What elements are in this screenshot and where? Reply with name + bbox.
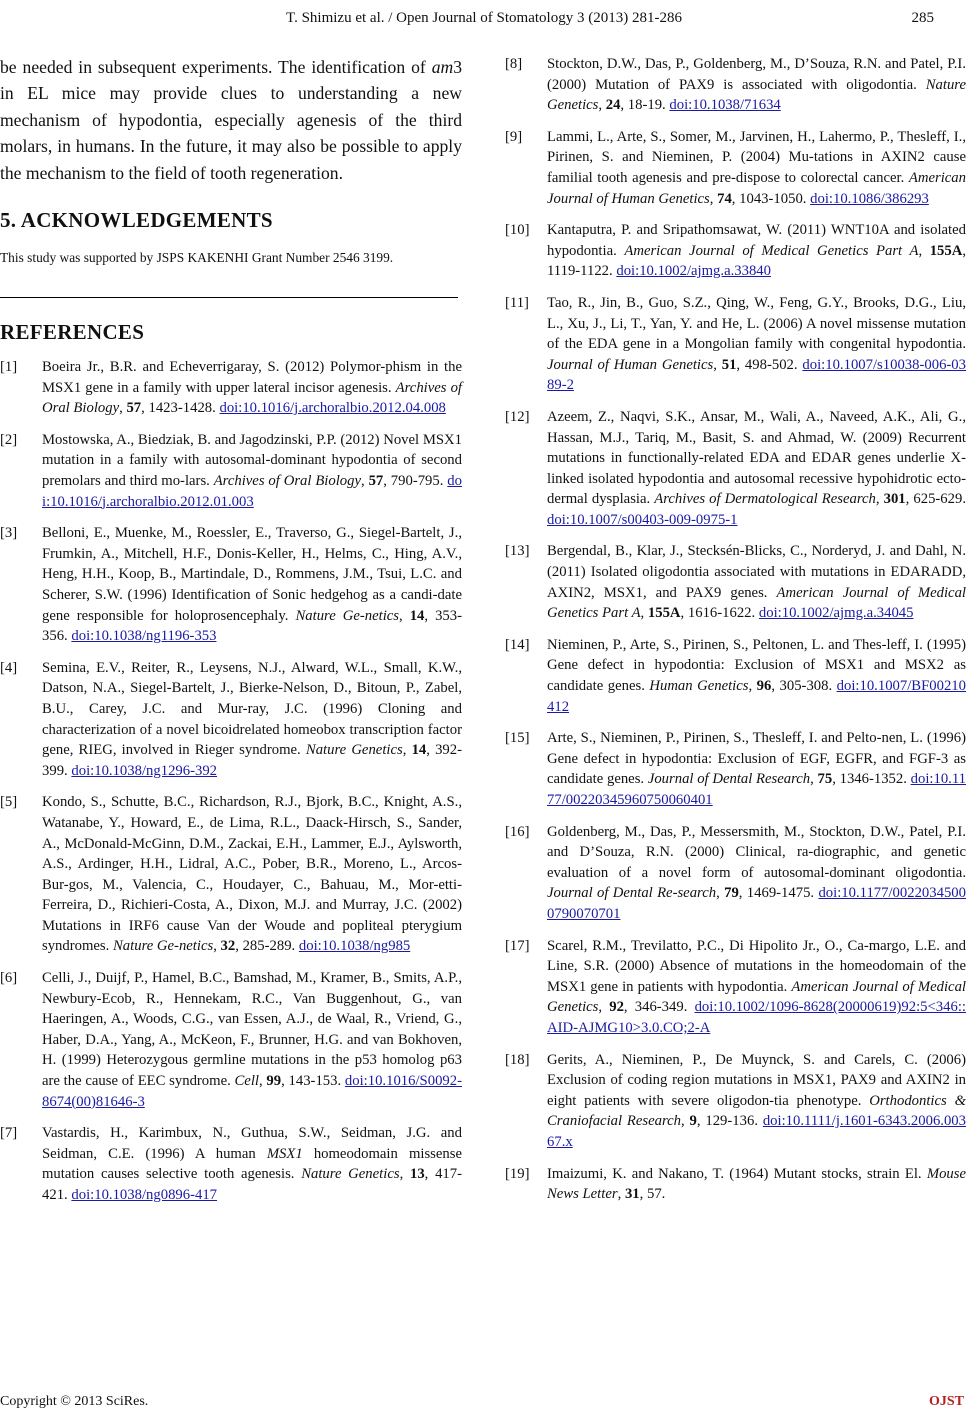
reference-authors-title: Belloni, E., Muenke, M., Roessler, E., Traverso, G., Siegel-Bartelt, J., Frumkin, A., Mitchell, H.F., Donis-Keller, H., Helms, C., Hing, A.V., Heng, H.H., Koop, B., Martindale, D., Rommens, J.M., Tsui, L.C. and Scherer, S.W. (1996) Identification of Sonic hedgehog as a candi-date gene responsible for holoprosencephaly. bbox=[42, 525, 462, 624]
reference-authors-title: Imaizumi, K. and Nakano, T. (1964) Mutant stocks, strain El. bbox=[547, 1165, 927, 1182]
reference-number: [3] bbox=[0, 525, 18, 542]
reference-number: [1] bbox=[0, 359, 18, 376]
reference-doi-link[interactable]: doi:10.1007/s10038-006-0389-2 bbox=[547, 356, 966, 394]
reference-number: [13] bbox=[505, 543, 530, 560]
reference-volume: 301 bbox=[883, 491, 906, 508]
reference-authors-title: Goldenberg, M., Das, P., Messersmith, M., Stockton, D.W., Patel, P.I. and D’Souza, R.N. (2000) Clinical, ra-diographic, and genetic evaluation of a novel form of autosomal-dominant oligodontia. bbox=[547, 823, 966, 881]
reference-authors-title: Azeem, Z., Naqvi, S.K., Ansar, M., Wali, A., Naveed, A.K., Ali, G., Hassan, M.J., Tariq, M., Basit, S. and Ahmad, W. (2009) Recurrent mutations in functionally-related EDA and EDAR genes underlie X-linked isolated hypodontia and autosomal recessive hypohidrotic ecto-dermal dysplasia. bbox=[547, 408, 966, 508]
running-head: T. Shimizu et al. / Open Journal of Stomatology 3 (2013) 281-286 bbox=[286, 10, 682, 26]
reference-item: [7] Vastardis, H., Karimbux, N., Guthua, S.W., Seidman, J.G. and Seidman, C.E. (1996) A human MSX1 homeodomain missense mutation causes selective tooth agenesis. Nature Genetics, 13, 417-421. doi:10.1038/ng0896-417 bbox=[0, 1125, 462, 1203]
reference-item: [16] Goldenberg, M., Das, P., Messersmith, M., Stockton, D.W., Patel, P.I. and D’Souza, R.N. (2000) Clinical, ra-diographic, and genetic evaluation of a novel form of autosomal-dominant oligodontia. Journal of Dental Re-search, 79, 1469-1475. doi:10.1177/00220345000790070701 bbox=[505, 823, 966, 922]
reference-number: [14] bbox=[505, 636, 530, 653]
reference-number: [2] bbox=[0, 431, 18, 448]
reference-pages: , 285-289. bbox=[235, 938, 299, 955]
reference-number: [5] bbox=[0, 794, 18, 811]
reference-volume: 57 bbox=[126, 400, 142, 417]
right-column bbox=[505, 54, 966, 1216]
reference-number: [16] bbox=[505, 823, 530, 840]
reference-item: [3] Belloni, E., Muenke, M., Roessler, E., Traverso, G., Siegel-Bartelt, J., Frumkin, A., Mitchell, H.F., Donis-Keller, H., Helms, C., Hing, A.V., Heng, H.H., Koop, B., Martindale, D., Rommens, J.M., Tsui, L.C. and Scherer, S.W. (1996) Identification of Sonic hedgehog as a candi-date gene responsible for holoprosencephaly. Nature Ge-netics, 14, 353-356. doi:10.1038/ng1196-353 bbox=[0, 525, 462, 645]
reference-item: [15] Arte, S., Nieminen, P., Pirinen, S., Thesleff, I. and Pelto-nen, L. (1996) Gene defect in hypodontia: Exclusion of EGF, EGFR, and FGF-3 as candidate genes. Journal of Dental Research, 75, 1346-1352. doi:10.1177/00220345960750060401 bbox=[505, 730, 966, 808]
reference-authors-title: Celli, J., Duijf, P., Hamel, B.C., Bamshad, M., Kramer, B., Smits, A.P., Newbury-Ecob, R., Hennekam, R.C., Van Buggenhout, G., van Haeringen, A., Woods, C.G., van Essen, A.J., de Waal, R., Vriend, G., Haber, D.A., Yang, A., McKeon, F., Brunner, H.G. and van Bokhoven, H. (1999) Heterozygous germline mutations in the p53 homolog p63 are the cause of EEC syndrome. bbox=[42, 970, 462, 1090]
reference-item: [4] Semina, E.V., Reiter, R., Leysens, N.J., Alward, W.L., Small, K.W., Datson, N.A., Siegel-Bartelt, J., Bierke-Nelson, D., Bitoun, P., Zabel, B.U., Carey, J.C. and Mur-ray, J.C. (1996) Cloning and characterization of a novel bicoidrelated homeobox transcription factor gene, RIEG, involved in Rieger syndrome. Nature Genetics, 14, 392-399. doi:10.1038/ng1296-392 bbox=[0, 659, 463, 779]
reference-journal: Journal of Human Genetics bbox=[547, 356, 714, 373]
reference-number: [11] bbox=[505, 294, 529, 311]
reference-pages: , 346-349. bbox=[623, 999, 695, 1016]
reference-number: [10] bbox=[505, 222, 530, 239]
reference-pages: , 1469-1475. bbox=[738, 885, 819, 902]
reference-number: [4] bbox=[0, 659, 18, 676]
reference-doi-link[interactable]: doi:10.1038/ng985 bbox=[298, 938, 411, 955]
reference-pages: , 417-421. bbox=[42, 1166, 462, 1203]
reference-volume: 79 bbox=[724, 885, 739, 902]
reference-item: [8] Stockton, D.W., Das, P., Goldenberg, M., D’Souza, R.N. and Patel, P.I. (2000) Mutation of PAX9 is associated with oligodontia. Nature Genetics, 24, 18-19. doi:10.1038/71634 bbox=[505, 56, 966, 114]
reference-pages: , 790-795. bbox=[383, 473, 448, 489]
page-footer bbox=[0, 1394, 968, 1414]
reference-authors-title: Arte, S., Nieminen, P., Pirinen, S., Thesleff, I. and Pelto-nen, L. (1996) Gene defect in hypodontia: Exclusion of EGF, EGFR, and FGF-3 as candidate genes. bbox=[547, 730, 966, 788]
reference-journal: Nature Ge-netics bbox=[113, 938, 214, 955]
reference-number: [17] bbox=[505, 937, 530, 954]
reference-pages: , 353-356. bbox=[42, 607, 462, 645]
reference-pages: , 498-502. bbox=[736, 356, 803, 373]
reference-doi-link[interactable]: doi:10.1007/BF00210412 bbox=[547, 678, 966, 715]
reference-number: [6] bbox=[0, 970, 18, 987]
reference-volume: 9 bbox=[689, 1113, 697, 1130]
reference-doi-link[interactable]: doi:10.1016/j.archoralbio.2012.04.008 bbox=[219, 400, 446, 417]
reference-doi-link[interactable]: doi:10.1002/ajmg.a.34045 bbox=[758, 605, 914, 622]
reference-authors-title: Bergendal, B., Klar, J., Stecksén-Blicks, C., Norderyd, J. and Dahl, N. (2011) Isolated oligodontia associated with mutations in EDARADD, AXIN2, MSX1, and PAX9 genes. bbox=[547, 543, 966, 601]
reference-number: [19] bbox=[505, 1165, 530, 1182]
reference-number: [18] bbox=[505, 1051, 530, 1068]
reference-volume: 155A bbox=[929, 242, 963, 259]
reference-pages: , 1616-1622. bbox=[680, 605, 759, 622]
reference-journal: Nature Ge-netics bbox=[295, 607, 400, 624]
intro-text-pre: be needed in subsequent experiments. The identification of bbox=[0, 57, 432, 77]
reference-number: [9] bbox=[505, 128, 523, 145]
reference-pages: , 625-629. bbox=[905, 491, 967, 508]
reference-doi-link[interactable]: doi:10.1111/j.1601-6343.2006.00367.x bbox=[547, 1113, 966, 1150]
acknowledgements-heading: 5. ACKNOWLEDGEMENTS bbox=[0, 208, 273, 233]
reference-item: [11] Tao, R., Jin, B., Guo, S.Z., Qing, W., Feng, G.Y., Brooks, D.G., Liu, L., Xu, J., Li, T., Yan, Y. and He, L. (2006) A novel missense mutation of the EDA gene in a Mongolian family with congenital hypodontia. Journal of Human Genetics, 51, 498-502. doi:10.1007/s10038-006-0389-2 bbox=[505, 294, 966, 394]
journal-abbreviation: OJST bbox=[928, 1394, 964, 1409]
reference-authors-title: Tao, R., Jin, B., Guo, S.Z., Qing, W., Feng, G.Y., Brooks, D.G., Liu, L., Xu, J., Li, T., Yan, Y. and He, L. (2006) A novel missense mutation of the EDA gene in a Mongolian family with congenital hypodontia. bbox=[547, 294, 966, 353]
reference-doi-link[interactable]: doi:10.1002/1096-8628(20000619)92:5<346::AID-AJMG10>3.0.CO;2-A bbox=[547, 999, 966, 1036]
reference-item: [18] Gerits, A., Nieminen, P., De Muynck, S. and Carels, C. (2006) Exclusion of coding region mutations in MSX1, PAX9 and AXIN2 in eight patients with severe oligodon-tia phenotype. Orthodontics & Craniofacial Research, 9, 129-136. doi:10.1111/j.1601-6343.2006.00367.x bbox=[505, 1051, 966, 1150]
reference-authors-title: Gerits, A., Nieminen, P., De Muynck, S. and Carels, C. (2006) Exclusion of coding region mutations in MSX1, PAX9 and AXIN2 in eight patients with severe oligodon-tia phenotype. bbox=[547, 1051, 966, 1109]
reference-volume: 75 bbox=[817, 771, 833, 788]
reference-doi-link[interactable]: doi:10.1038/ng0896-417 bbox=[71, 1187, 218, 1203]
reference-item: [13] Bergendal, B., Klar, J., Stecksén-Blicks, C., Norderyd, J. and Dahl, N. (2011) Isolated oligodontia associated with mutations in EDARADD, AXIN2, MSX1, and PAX9 genes. American Journal of Medical Genetics Part A, 155A, 1616-1622. doi:10.1002/ajmg.a.34045 bbox=[505, 543, 966, 622]
reference-journal: Archives of Dermatological Research bbox=[654, 491, 876, 508]
reference-volume: 32 bbox=[220, 938, 236, 955]
reference-number: [8] bbox=[505, 56, 523, 72]
reference-authors-title: Stockton, D.W., Das, P., Goldenberg, M., D’Souza, R.N. and Patel, P.I. (2000) Mutation of PAX9 is associated with oligodontia. bbox=[547, 56, 966, 93]
references-heading: REFERENCES bbox=[0, 320, 145, 345]
intro-paragraph bbox=[0, 54, 462, 186]
reference-pages: , 129-136. bbox=[696, 1113, 763, 1130]
reference-journal: Journal of Dental Research bbox=[647, 771, 811, 788]
reference-journal: Orthodontics & Craniofacial Research bbox=[547, 1092, 966, 1130]
reference-journal: American Journal of Medical Genetics Part A bbox=[624, 242, 919, 259]
reference-item: [2] Mostowska, A., Biedziak, B. and Jagodzinski, P.P. (2012) Novel MSX1 mutation in a family with autosomal-dominant hypodontia of second premolars and third mo-lars. Archives of Oral Biology, 57, 790-795. doi:10.1016/j.archoralbio.2012.01.003 bbox=[0, 431, 462, 510]
reference-authors-title: Semina, E.V., Reiter, R., Leysens, N.J., Alward, W.L., Small, K.W., Datson, N.A., Siegel-Bartelt, J., Bierke-Nelson, D., Bitoun, P., Zabel, B.U., Carey, J.C. and Mur-ray, J.C. (1996) Cloning and characterization of a novel bicoidrelated homeobox transcription factor gene, RIEG, involved in Rieger syndrome. bbox=[42, 659, 462, 759]
reference-number: [12] bbox=[505, 408, 530, 425]
reference-journal: Mouse News Letter bbox=[547, 1165, 966, 1203]
section-divider bbox=[0, 297, 458, 298]
reference-authors-title: Mostowska, A., Biedziak, B. and Jagodzinski, P.P. (2012) Novel MSX1 mutation in a family with autosomal-dominant hypodontia of second premolars and third mo-lars. bbox=[42, 431, 462, 489]
reference-title-rest: homeodomain missense mutation causes selective tooth agenesis. bbox=[42, 1145, 462, 1183]
reference-journal: American Journal of Medical Genetics bbox=[547, 978, 966, 1016]
reference-volume: 14 bbox=[409, 607, 425, 624]
reference-authors-title: Boeira Jr., B.R. and Echeverrigaray, S. (2012) Polymor-phism in the MSX1 gene in a family with upper lateral incisor agenesis. bbox=[42, 359, 462, 396]
reference-volume: 99 bbox=[266, 1073, 282, 1090]
reference-volume: 31 bbox=[624, 1186, 640, 1203]
reference-journal: Nature Genetics bbox=[301, 1166, 400, 1183]
reference-authors-title: Kantaputra, P. and Sripathomsawat, W. (2011) WNT10A and isolated hypodontia. bbox=[547, 222, 966, 259]
reference-pages: , 1346-1352. bbox=[832, 771, 911, 788]
reference-volume: 14 bbox=[411, 742, 427, 759]
reference-journal: Cell bbox=[234, 1073, 259, 1090]
reference-item: [1] Boeira Jr., B.R. and Echeverrigaray, S. (2012) Polymor-phism in the MSX1 gene in a family with upper lateral incisor agenesis. Archives of Oral Biology, 57, 1423-1428. doi:10.1016/j.archoralbio.2012.04.008 bbox=[0, 359, 463, 417]
reference-doi-link[interactable]: doi:10.1002/ajmg.a.33840 bbox=[616, 263, 771, 280]
reference-item: [14] Nieminen, P., Arte, S., Pirinen, S., Peltonen, L. and Thes-leff, I. (1995) Gene defect in hypodontia: Exclusion of MSX1 and MSX2 as candidate genes. Human Genetics, 96, 305-308. doi:10.1007/BF00210412 bbox=[505, 636, 966, 715]
reference-doi-link[interactable]: doi:10.1038/ng1296-392 bbox=[71, 762, 218, 779]
reference-item: [12] Azeem, Z., Naqvi, S.K., Ansar, M., Wali, A., Naveed, A.K., Ali, G., Hassan, M.J., Tariq, M., Basit, S. and Ahmad, W. (2009) Recurrent mutations in functionally-related EDA and EDAR genes underlie X-linked isolated hypodontia and autosomal recessive hypohidrotic ecto-dermal dysplasia. Archives of Dermatological Research, 301, 625-629. doi:10.1007/s00403-009-0975-1 bbox=[505, 408, 967, 528]
reference-authors-title: Vastardis, H., Karimbux, N., Guthua, S.W., Seidman, J.G. and Seidman, C.E. (1996) A human bbox=[42, 1125, 462, 1162]
intro-text-post: 3 in EL mice may provide clues to understanding a new mechanism of hypodontia, especially agenesis of the third molars, in humans. In the future, it may also be possible to apply the mechanism to the field of tooth regeneration. bbox=[0, 57, 462, 183]
reference-doi-link[interactable]: doi:10.1038/ng1196-353 bbox=[71, 628, 217, 645]
reference-item: [19] Imaizumi, K. and Nakano, T. (1964) Mutant stocks, strain El. Mouse News Letter, 31, 57. bbox=[505, 1165, 966, 1203]
reference-volume: 24 bbox=[605, 97, 621, 114]
reference-number: [7] bbox=[0, 1125, 18, 1142]
reference-volume: 57 bbox=[368, 473, 384, 489]
references-list-left bbox=[0, 357, 462, 1206]
reference-volume: 155A bbox=[647, 605, 681, 622]
reference-journal: Archives of Oral Biology bbox=[42, 379, 463, 417]
reference-authors-title: Lammi, L., Arte, S., Somer, M., Jarvinen, H., Lahermo, P., Thesleff, I., Pirinen, S. and Nieminen, P. (2004) Mu-tations in AXIN2 cause familial tooth agenesis and pre-dispose to colorectal cancer. bbox=[547, 128, 966, 186]
reference-doi-link[interactable]: doi:10.1007/s00403-009-0975-1 bbox=[547, 511, 738, 528]
reference-item: [10] Kantaputra, P. and Sripathomsawat, W. (2011) WNT10A and isolated hypodontia. American Journal of Medical Genetics Part A, 155A, 1119-1122. doi:10.1002/ajmg.a.33840 bbox=[505, 222, 967, 280]
reference-volume: 74 bbox=[717, 190, 732, 207]
copyright-notice: Copyright © 2013 SciRes. bbox=[0, 1394, 149, 1409]
reference-volume: 51 bbox=[721, 356, 737, 373]
reference-journal: Nature Genetics bbox=[547, 76, 966, 114]
reference-pages: , 57. bbox=[639, 1186, 666, 1203]
reference-journal: American Journal of Human Genetics bbox=[547, 169, 966, 207]
reference-volume: 96 bbox=[756, 678, 772, 695]
reference-journal: Nature Genetics bbox=[305, 742, 403, 759]
references-list-right bbox=[505, 54, 966, 1205]
reference-doi-link[interactable]: doi:10.1086/386293 bbox=[810, 190, 929, 207]
page-number: 285 bbox=[911, 10, 934, 26]
reference-journal: Human Genetics bbox=[649, 678, 749, 695]
reference-volume: 92 bbox=[609, 999, 624, 1016]
reference-item: [5] Kondo, S., Schutte, B.C., Richardson, R.J., Bjork, B.C., Knight, A.S., Watanabe, Y., Howard, E., de Lima, R.L., Daack-Hirsch, S., Sander, A., McDonald-McGinn, D.M., Zackai, E.H., Lammer, E.J., Aylsworth, A.S., Ardinger, H.H., Lidral, A.C., Pober, B.R., Moreno, L., Arcos-Bur-gos, M., Valencia, C., Houdayer, C., Bahuau, M., Mor-etti-Ferreira, D., Richieri-Costa, A., Dixon, M.J. and Murray, J.C. (2002) Mutations in IRF6 cause Van der Woude and popliteal pterygium syndromes. Nature Ge-netics, 32, 285-289. doi:10.1038/ng985 bbox=[0, 794, 462, 955]
reference-pages: , 1119-1122. bbox=[547, 242, 967, 280]
page-header bbox=[0, 10, 968, 32]
reference-pages: , 143-153. bbox=[281, 1073, 345, 1090]
reference-item: [6] Celli, J., Duijf, P., Hamel, B.C., Bamshad, M., Kramer, B., Smits, A.P., Newbury-Ecob, R., Hennekam, R.C., Van Buggenhout, G., van Haeringen, A., Woods, C.G., van Essen, A.J., de Waal, R., Vriend, G., Haber, D.A., Yang, A., McKeon, F., Brunner, H.G. and van Bokhoven, H. (1999) Heterozygous germline mutations in the p53 homolog p63 are the cause of EEC syndrome. Cell, 99, 143-153. doi:10.1016/S0092-8674(00)81646-3 bbox=[0, 970, 462, 1110]
reference-item: [9] Lammi, L., Arte, S., Somer, M., Jarvinen, H., Lahermo, P., Thesleff, I., Pirinen, S. and Nieminen, P. (2004) Mu-tations in AXIN2 cause familial tooth agenesis and pre-dispose to colorectal cancer. American Journal of Human Genetics, 74, 1043-1050. doi:10.1086/386293 bbox=[505, 128, 966, 207]
reference-item: [17] Scarel, R.M., Trevilatto, P.C., Di Hipolito Jr., O., Ca-margo, L.E. and Line, S.R. (2000) Absence of mutations in the homeodomain of the MSX1 gene in patients with hypodontia. American Journal of Medical Genetics, 92, 346-349. doi:10.1002/1096-8628(20000619)92:5<346::AID-AJMG10>3.0.CO;2-A bbox=[505, 937, 966, 1036]
reference-authors-title: Scarel, R.M., Trevilatto, P.C., Di Hipolito Jr., O., Ca-margo, L.E. and Line, S.R. (2000) Absence of mutations in the homeodomain of the MSX1 gene in patients with hypodontia. bbox=[547, 937, 966, 995]
reference-pages: , 1043-1050. bbox=[731, 190, 811, 207]
reference-doi-link[interactable]: doi:10.1038/71634 bbox=[669, 97, 781, 114]
reference-authors-title: Kondo, S., Schutte, B.C., Richardson, R.J., Bjork, B.C., Knight, A.S., Watanabe, Y., Howard, E., de Lima, R.L., Daack-Hirsch, S., Sander, A., McDonald-McGinn, D.M., Zackai, E.H., Lammer, E.J., Aylsworth, A.S., Ardinger, H.H., Lidral, A.C., Pober, B.R., Moreno, L., Arcos-Bur-gos, M., Valencia, C., Houdayer, C., Bahuau, M., Mor-etti-Ferreira, D., Richieri-Costa, A., Dixon, M.J. and Murray, J.C. (2002) Mutations in IRF6 cause Van der Woude and popliteal pterygium syndromes. bbox=[42, 794, 462, 955]
reference-volume: 13 bbox=[409, 1166, 425, 1183]
left-column bbox=[0, 54, 462, 1217]
reference-pages: , 392-399. bbox=[42, 742, 463, 779]
reference-pages: , 1423-1428. bbox=[141, 400, 220, 417]
reference-doi-link[interactable]: doi:10.1177/00220345960750060401 bbox=[547, 771, 966, 808]
intro-text-italic: am bbox=[431, 57, 454, 77]
reference-authors-title: Nieminen, P., Arte, S., Pirinen, S., Peltonen, L. and Thes-leff, I. (1995) Gene defect in hypodontia: Exclusion of MSX1 and MSX2 as candidate genes. bbox=[547, 636, 966, 695]
reference-journal: American Journal of Medical Genetics Part A bbox=[547, 584, 966, 622]
reference-doi-link[interactable]: doi:10.1016/S0092-8674(00)81646-3 bbox=[42, 1073, 462, 1110]
reference-pages: , 18-19. bbox=[620, 97, 670, 114]
reference-journal: Journal of Dental Re-search bbox=[547, 885, 717, 902]
reference-journal: Archives of Oral Biology bbox=[213, 473, 362, 489]
reference-italic-term: MSX1 bbox=[266, 1145, 303, 1162]
reference-pages: , 305-308. bbox=[771, 678, 837, 695]
reference-number: [15] bbox=[505, 730, 530, 747]
reference-doi-link[interactable]: doi:10.1177/00220345000790070701 bbox=[547, 885, 966, 922]
acknowledgements-text: This study was supported by JSPS KAKENHI Grant Number 2546 3199. bbox=[0, 250, 394, 266]
reference-doi-link[interactable]: doi:10.1016/j.archoralbio.2012.01.003 bbox=[42, 473, 462, 510]
